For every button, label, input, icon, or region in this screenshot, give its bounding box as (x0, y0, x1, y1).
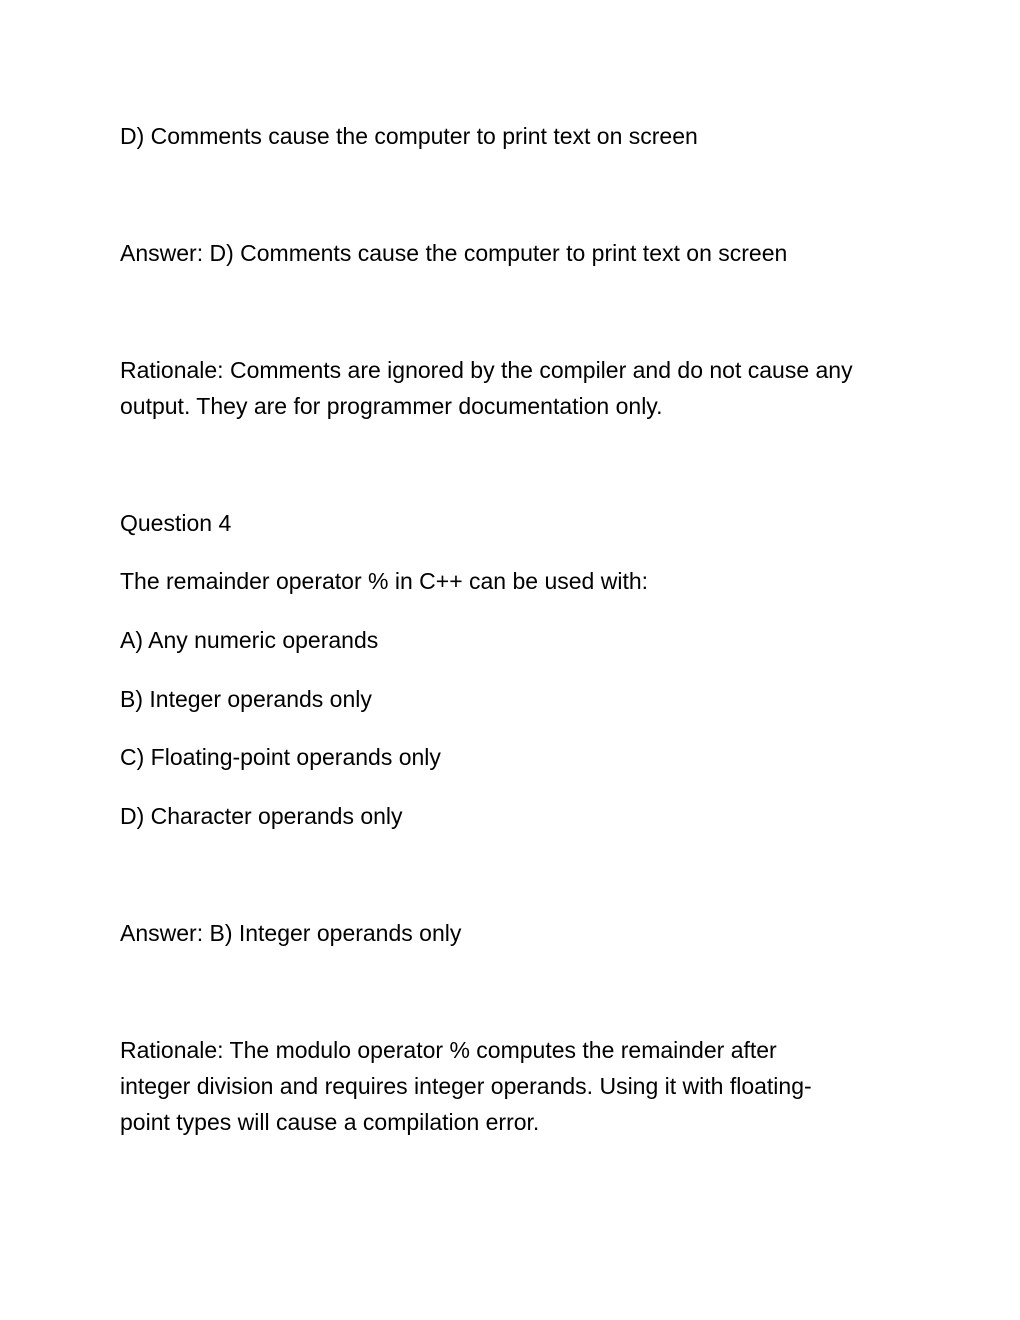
q4-option-c: C) Floating-point operands only (120, 744, 441, 770)
q3-option-d: D) Comments cause the computer to print text on screen (120, 123, 698, 149)
q4-rationale-line-2: integer division and requires integer operands. Using it with floating- (120, 1073, 812, 1099)
q4-rationale-line-3: point types will cause a compilation error. (120, 1109, 540, 1135)
q4-answer: Answer: B) Integer operands only (120, 920, 462, 946)
q4-option-d: D) Character operands only (120, 803, 403, 829)
q3-rationale-line-1: Rationale: Comments are ignored by the compiler and do not cause any (120, 357, 853, 383)
q4-option-b: B) Integer operands only (120, 686, 372, 712)
q3-rationale-line-2: output. They are for programmer documentation only. (120, 393, 663, 419)
q4-rationale-line-1: Rationale: The modulo operator % computes the remainder after (120, 1037, 777, 1063)
q3-rationale (120, 352, 920, 424)
q4-rationale (120, 1032, 920, 1140)
q4-heading: Question 4 (120, 510, 232, 536)
q4-option-a: A) Any numeric operands (120, 627, 379, 653)
q3-answer: Answer: D) Comments cause the computer to print text on screen (120, 240, 788, 266)
q4-prompt: The remainder operator % in C++ can be used with: (120, 568, 649, 594)
